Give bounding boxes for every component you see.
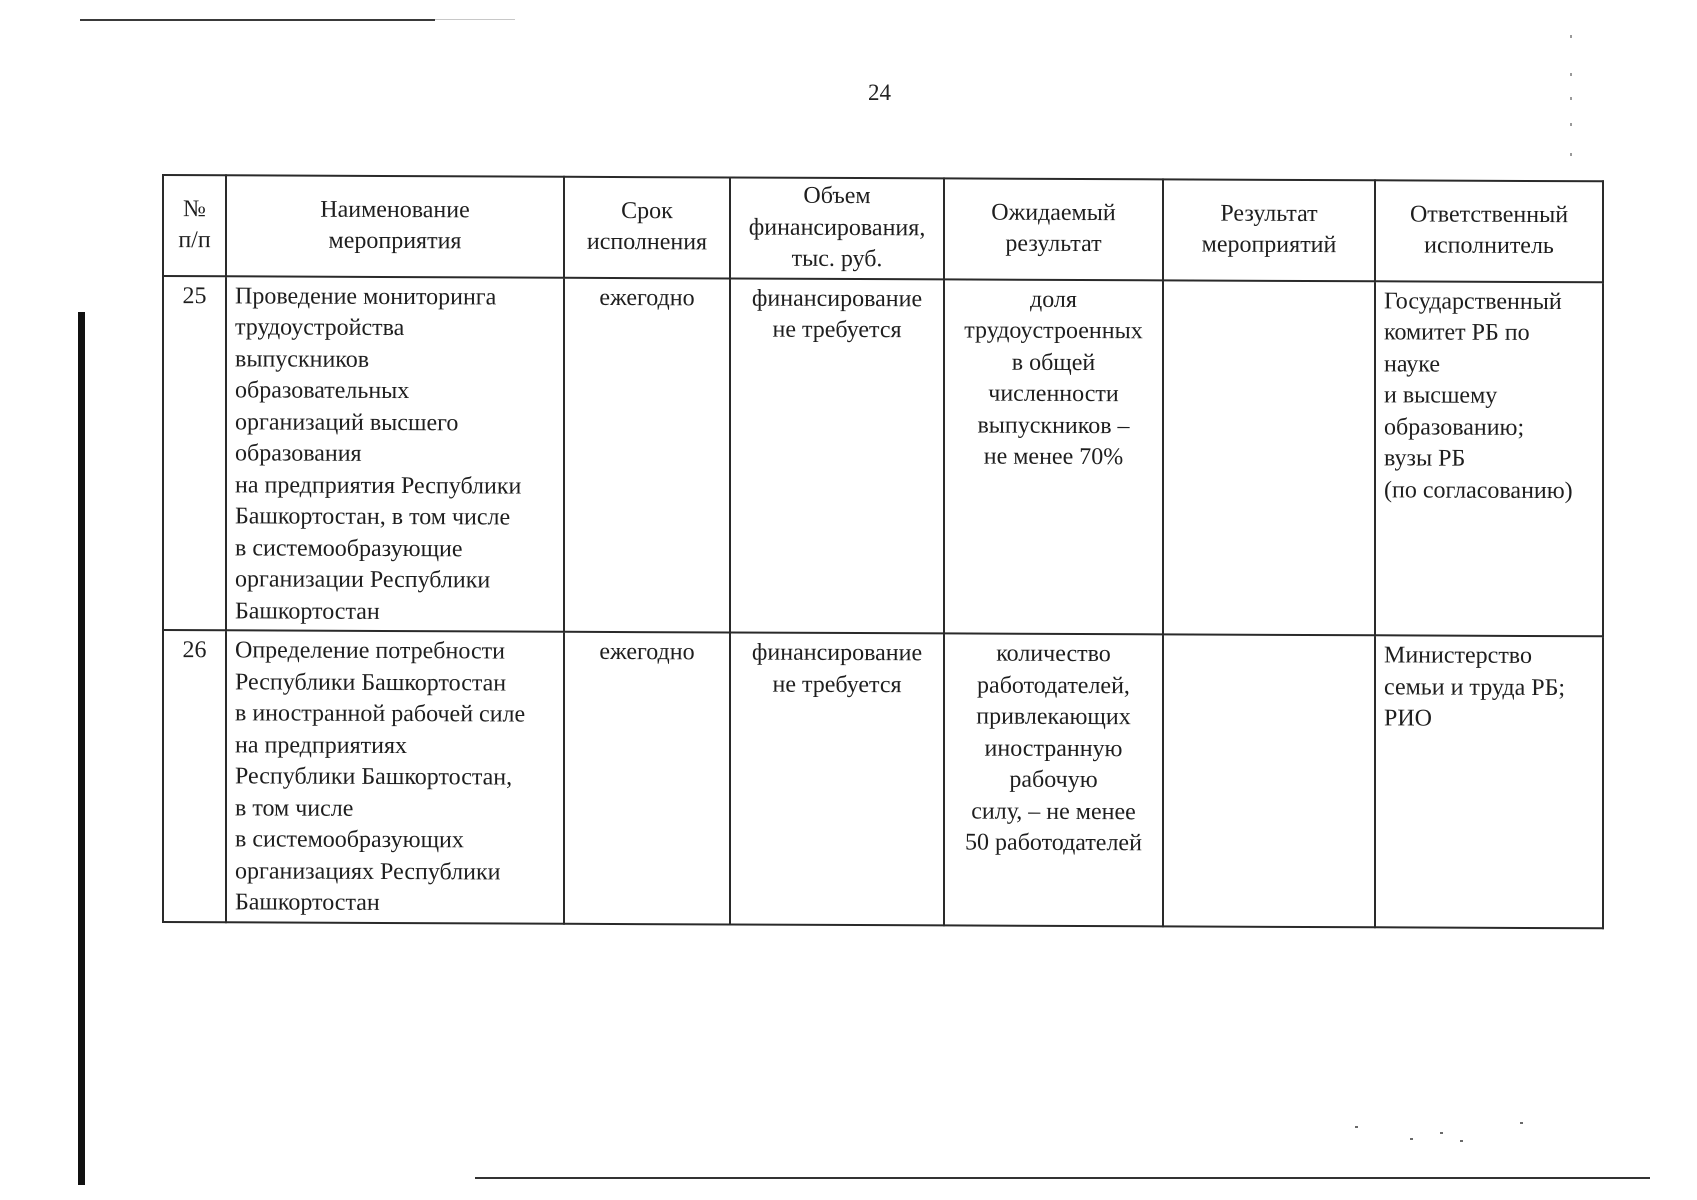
header-num: № п/п	[163, 175, 226, 276]
scan-dots-right	[1570, 35, 1574, 165]
scan-edge-bar-left	[78, 312, 85, 1185]
header-executor: Ответственный исполнитель	[1375, 180, 1603, 281]
cell-name: Определение потребности Республики Башкортостан в иностранной рабочей силе на предприятиях Республики Башкортостан, в том числе в системообразующих организациях Республики Башкортостан	[226, 630, 564, 923]
cell-executor: Министерство семьи и труда РБ; РИО	[1375, 635, 1603, 927]
cell-num: 26	[163, 630, 226, 922]
cell-executor: Государственный комитет РБ по науке и высшему образованию; вузы РБ (по согласованию)	[1375, 281, 1603, 636]
page-number: 24	[868, 80, 891, 105]
header-name: Наименование мероприятия	[226, 175, 564, 277]
header-expected-result: Ожидаемый результат	[944, 178, 1163, 279]
header-deadline: Срок исполнения	[564, 177, 730, 278]
scan-specks	[1350, 1120, 1550, 1150]
cell-funding: финансирование не требуется	[730, 278, 944, 633]
cell-activity-result	[1163, 280, 1375, 635]
cell-expected-result: количество работодателей, привлекающих иностранную рабочую силу, – не менее 50 работодателей	[944, 633, 1163, 925]
cell-deadline: ежегодно	[564, 632, 730, 924]
cell-name: Проведение мониторинга трудоустройства выпускников образовательных организаций высшего образования на предприятия Республики Башкортостан, в том числе в системообразующие организации Республики Башкортостан	[226, 276, 564, 632]
table-header-row	[163, 175, 1603, 282]
scan-edge-line-top	[80, 19, 435, 21]
cell-activity-result	[1163, 634, 1375, 926]
header-activity-result: Результат мероприятий	[1163, 179, 1375, 280]
scan-edge-line-bottom	[475, 1177, 1650, 1179]
table-row	[163, 276, 1603, 637]
cell-num: 25	[163, 276, 226, 631]
table-row	[163, 630, 1603, 928]
cell-expected-result: доля трудоустроенных в общей численности выпускников – не менее 70%	[944, 279, 1163, 634]
header-funding: Объем финансирования, тыс. руб.	[730, 177, 944, 278]
cell-deadline: ежегодно	[564, 277, 730, 632]
cell-funding: финансирование не требуется	[730, 632, 944, 924]
activities-table	[162, 174, 1604, 929]
